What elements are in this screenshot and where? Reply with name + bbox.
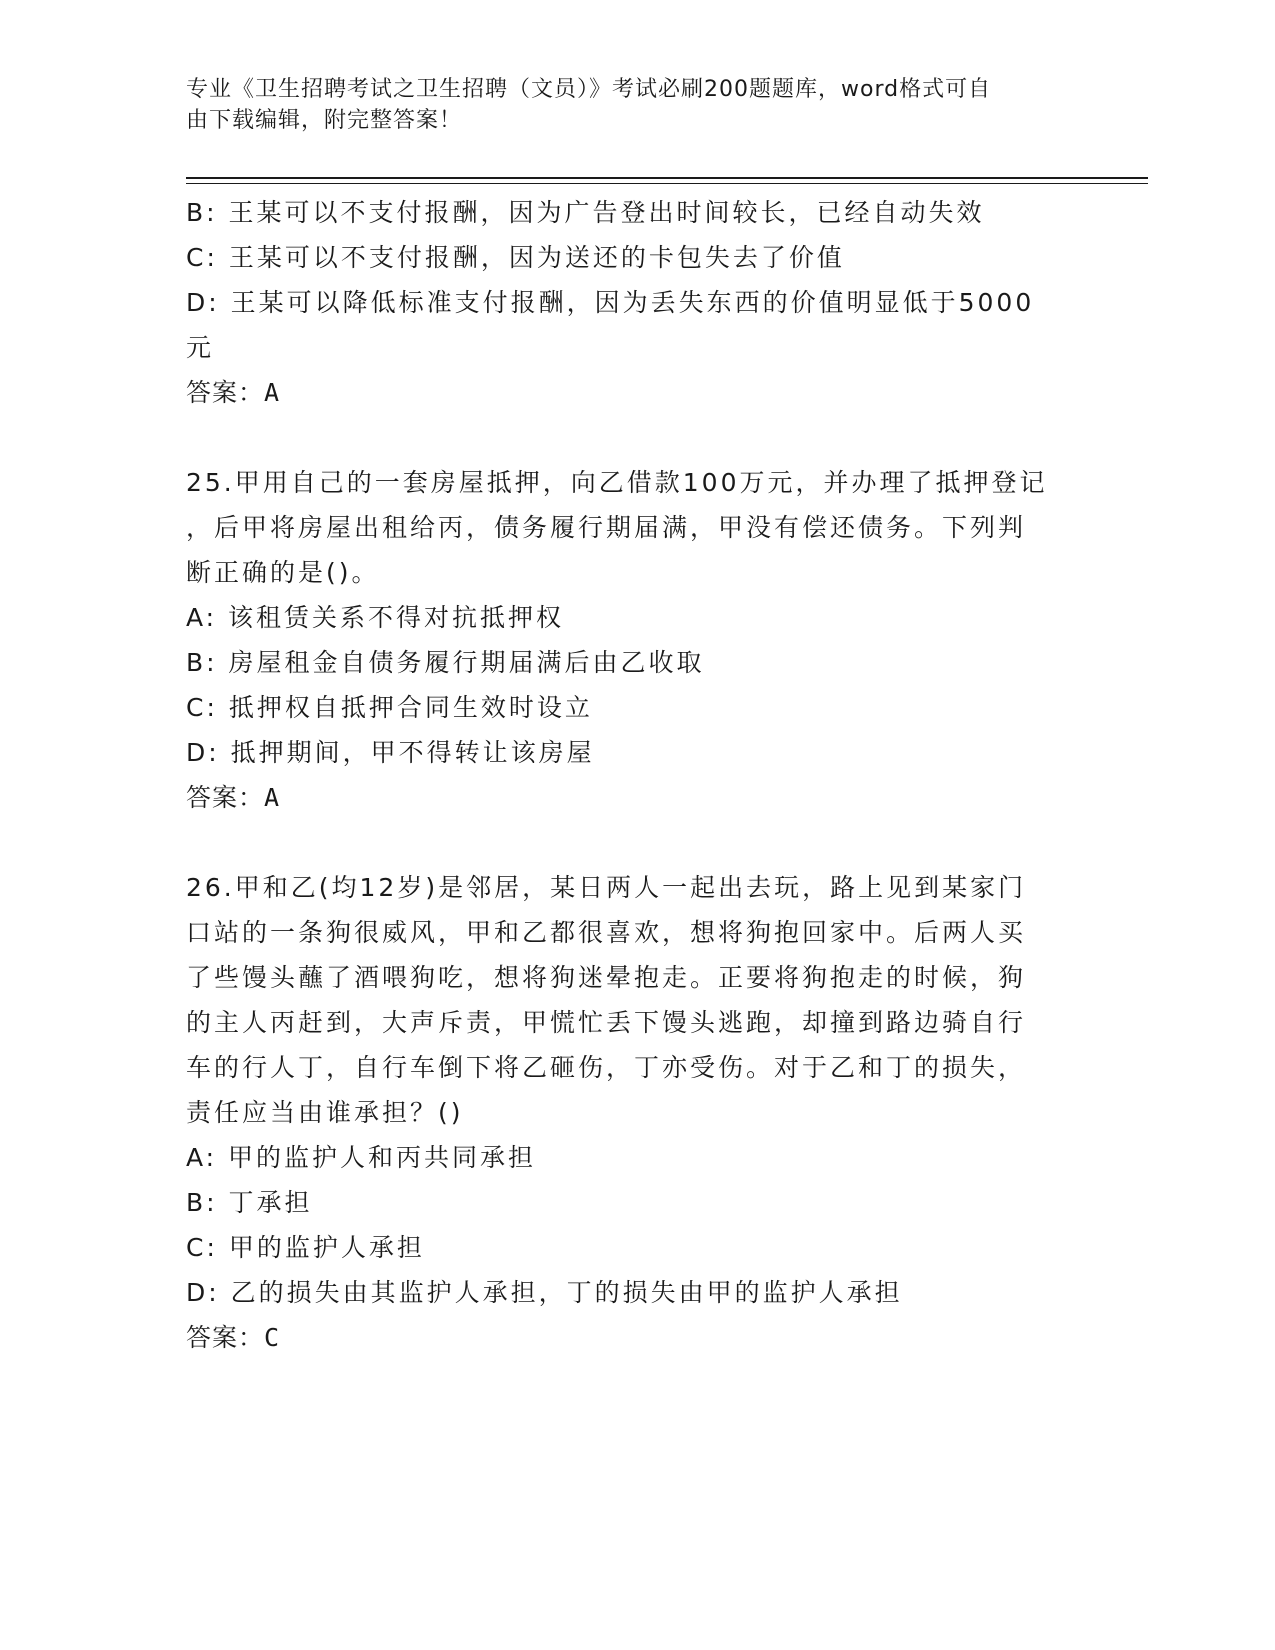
q26-answer-label: 答案：: [186, 1323, 265, 1352]
q25-option-c: C: 抵押权自抵押合同生效时设立: [186, 693, 593, 722]
q25-answer-value: A: [264, 783, 281, 812]
question-spacer: [186, 415, 1066, 460]
q25-option-d: D: 抵押期间，甲不得转让该房屋: [186, 738, 595, 767]
q26-option-b: B: 丁承担: [186, 1188, 313, 1217]
q25-stem-line-1: 25.甲用自己的一套房屋抵押，向乙借款100万元，并办理了抵押登记: [186, 468, 1048, 497]
q24-answer-label: 答案：: [186, 378, 265, 407]
q26-stem-line-4: 的主人丙赶到，大声斥责，甲慌忙丢下馒头逃跑，却撞到路边骑自行: [186, 1008, 1027, 1037]
q24-option-d-line-1: D: 王某可以降低标准支付报酬，因为丢失东西的价值明显低于5000: [186, 288, 1035, 317]
q26-stem-line-5: 车的行人丁，自行车倒下将乙砸伤，丁亦受伤。对于乙和丁的损失，: [186, 1053, 1027, 1082]
q24-option-c: C: 王某可以不支付报酬，因为送还的卡包失去了价值: [186, 243, 845, 272]
q25-option-a: A: 该租赁关系不得对抗抵押权: [186, 603, 565, 632]
header-line-1: 专业《卫生招聘考试之卫生招聘（文员）》考试必刷200题题库，word格式可自: [186, 77, 992, 102]
q24-answer: [186, 370, 1066, 415]
q24-option-d-line-2: 元: [186, 333, 215, 362]
q25-answer: [186, 775, 1066, 820]
header-rule-thin: [186, 183, 1148, 184]
q26-stem-line-2: 口站的一条狗很威风，甲和乙都很喜欢，想将狗抱回家中。后两人买: [186, 918, 1027, 947]
question-26: [186, 865, 1066, 1360]
q26-stem-line-1: 26.甲和乙(均12岁)是邻居，某日两人一起出去玩，路上见到某家门: [186, 873, 1027, 902]
q25-stem-line-2: ，后甲将房屋出租给丙，债务履行期届满，甲没有偿还债务。下列判: [186, 513, 1027, 542]
q26-answer: [186, 1315, 1066, 1360]
q25-answer-label: 答案：: [186, 783, 265, 812]
q26-option-c: C: 甲的监护人承担: [186, 1233, 425, 1262]
q26-option-d: D: 乙的损失由其监护人承担，丁的损失由甲的监护人承担: [186, 1278, 903, 1307]
q25-stem-line-3: 断正确的是()。: [186, 558, 380, 587]
document-header: [186, 74, 1066, 136]
question-spacer: [186, 820, 1066, 865]
header-rule-thick: [186, 177, 1148, 179]
document-body: [186, 190, 1066, 1360]
question-25: [186, 460, 1066, 820]
q26-stem-line-6: 责任应当由谁承担？(): [186, 1098, 464, 1127]
q26-stem-line-3: 了些馒头蘸了酒喂狗吃，想将狗迷晕抱走。正要将狗抱走的时候，狗: [186, 963, 1027, 992]
q26-answer-value: C: [264, 1323, 281, 1352]
question-24-continued: [186, 190, 1066, 415]
q26-option-a: A: 甲的监护人和丙共同承担: [186, 1143, 537, 1172]
header-line-2: 由下载编辑，附完整答案！: [186, 108, 463, 133]
q25-option-b: B: 房屋租金自债务履行期届满后由乙收取: [186, 648, 705, 677]
q24-answer-value: A: [264, 378, 281, 407]
q24-option-b: B: 王某可以不支付报酬，因为广告登出时间较长，已经自动失效: [186, 198, 985, 227]
